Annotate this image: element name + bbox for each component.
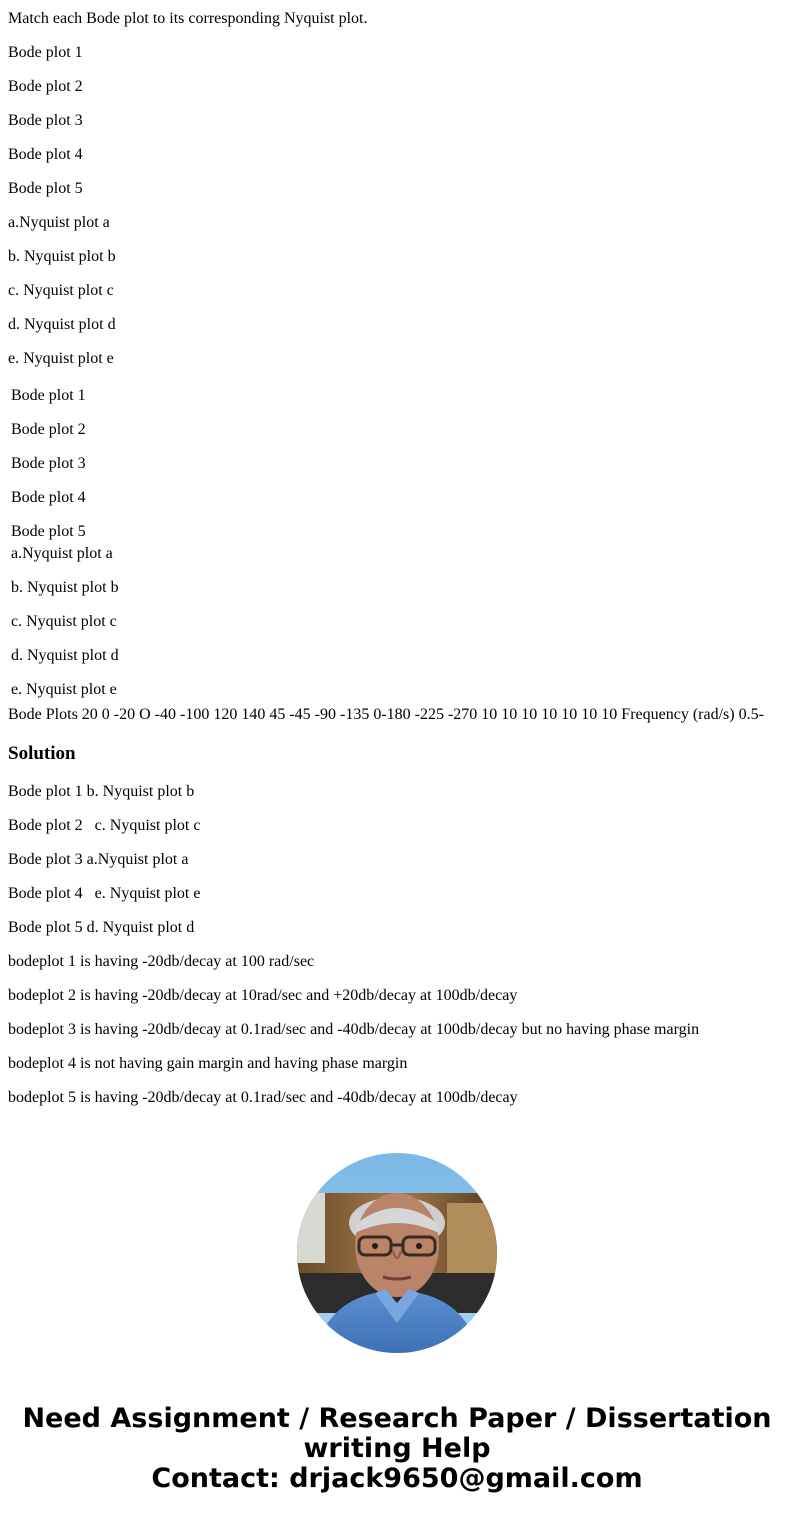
explanation-line: bodeplot 1 is having -20db/decay at 100 rad/sec — [8, 953, 315, 970]
list-item: Bode plot 2 — [11, 421, 86, 438]
list-item: e. Nyquist plot e — [11, 681, 117, 698]
answer-line: Bode plot 4 e. Nyquist plot e — [8, 885, 201, 902]
answer-line: Bode plot 5 d. Nyquist plot d — [8, 919, 195, 936]
list-item: Bode plot 4 — [11, 489, 86, 506]
answer-line: Bode plot 1 b. Nyquist plot b — [8, 783, 195, 800]
list-item: d. Nyquist plot d — [11, 647, 119, 664]
figure-text: Bode Plots 20 0 -20 O -40 -100 120 140 45 -45 -90 -135 0-180 -225 -270 10 10 10 10 10 10 10 Frequency (rad/s) 0.5- — [8, 706, 764, 723]
list-item: Bode plot 4 — [8, 146, 83, 163]
banner-contact: Contact: drjack9650@gmail.com — [151, 1463, 643, 1494]
list-item: Bode plot 2 — [8, 78, 83, 95]
explanation-line: bodeplot 3 is having -20db/decay at 0.1rad/sec and -40db/decay at 100db/decay but no having phase margin — [8, 1021, 700, 1038]
question-prompt: Match each Bode plot to its corresponding Nyquist plot. — [8, 10, 368, 27]
list-item: d. Nyquist plot d — [8, 316, 116, 333]
list-item: c. Nyquist plot c — [8, 282, 114, 299]
list-item: c. Nyquist plot c — [11, 613, 117, 630]
answer-line: Bode plot 3 a.Nyquist plot a — [8, 851, 189, 868]
list-item: Bode plot 3 — [8, 112, 83, 129]
explanation-line: bodeplot 5 is having -20db/decay at 0.1rad/sec and -40db/decay at 100db/decay — [8, 1089, 518, 1106]
solution-heading: Solution — [8, 743, 76, 764]
explanation-line: bodeplot 2 is having -20db/decay at 10rad/sec and +20db/decay at 100db/decay — [8, 987, 518, 1004]
explanation-line: bodeplot 4 is not having gain margin and having phase margin — [8, 1055, 408, 1072]
answer-line: Bode plot 2 c. Nyquist plot c — [8, 817, 201, 834]
list-item: b. Nyquist plot b — [11, 579, 119, 596]
banner-line: writing Help — [303, 1433, 491, 1464]
list-item: Bode plot 3 — [11, 455, 86, 472]
list-item: e. Nyquist plot e — [8, 350, 114, 367]
portrait-photo — [297, 1153, 497, 1353]
list-item: Bode plot 5 — [8, 180, 83, 197]
banner-line: Need Assignment / Research Paper / Dissertation — [22, 1403, 772, 1434]
list-item: Bode plot 1 — [11, 387, 86, 404]
list-item: a.Nyquist plot a — [11, 545, 113, 562]
list-item: b. Nyquist plot b — [8, 248, 116, 265]
avatar — [297, 1153, 497, 1353]
list-item: Bode plot 1 — [8, 44, 83, 61]
list-item: Bode plot 5 — [11, 523, 86, 540]
list-item: a.Nyquist plot a — [8, 214, 110, 231]
